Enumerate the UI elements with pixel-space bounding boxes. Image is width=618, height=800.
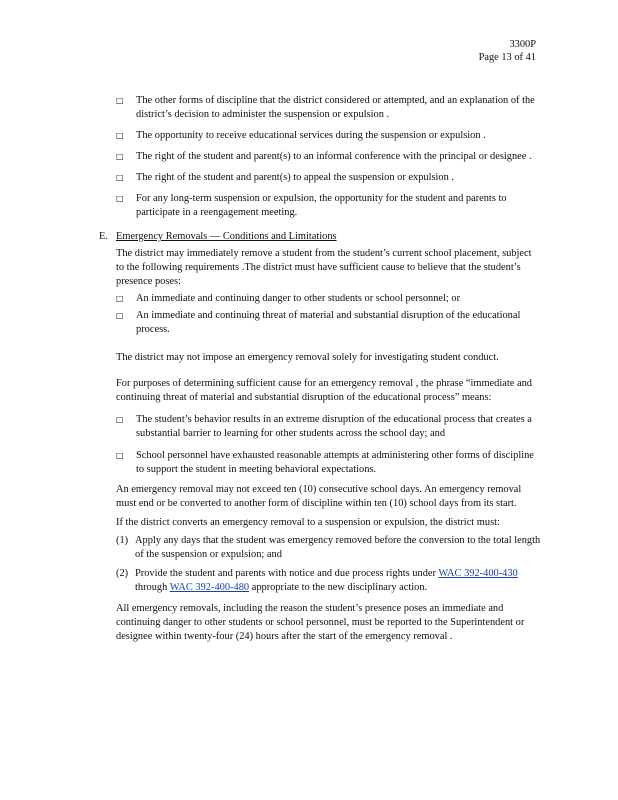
section-intro: The district may immediately remove a student from the student’s current school placement, subject to the following requirements .The district must have sufficient cause to believe that the student’s presence poses: bbox=[116, 248, 532, 287]
square-bullet-icon: □ bbox=[116, 415, 124, 424]
list-item-text: The right of the student and parent(s) to an informal conference with the principal or designee . bbox=[136, 151, 532, 162]
list-item bbox=[116, 171, 542, 185]
list-item bbox=[116, 129, 542, 143]
list-item-text: The student’s behavior results in an extreme disruption of the educational process that creates a substantial barrier to learning for other students across the school day; and bbox=[136, 414, 532, 439]
list-item bbox=[116, 192, 542, 220]
paragraph-converts: If the district converts an emergency removal to a suspension or expulsion, the district must: bbox=[116, 517, 500, 528]
item-text-mid: through bbox=[135, 582, 170, 593]
wac-link-430[interactable]: WAC 392-400-430 bbox=[438, 568, 518, 579]
list-item bbox=[116, 94, 542, 122]
square-bullet-icon: □ bbox=[116, 294, 124, 303]
list-item-text: School personnel have exhausted reasonable attempts at administering other forms of discipline to support the student in meeting behavioral expectations. bbox=[136, 450, 534, 475]
list-item-text: For any long-term suspension or expulsion, the opportunity for the student and parents to participate in a reengagement meeting. bbox=[136, 193, 507, 218]
item-text: Apply any days that the student was emergency removed before the conversion to the total length of the suspension or expulsion; and bbox=[135, 535, 541, 560]
numbered-item bbox=[116, 567, 542, 595]
page-content bbox=[99, 94, 542, 652]
list-item-text: The opportunity to receive educational services during the suspension or expulsion . bbox=[136, 130, 486, 141]
list-item bbox=[116, 150, 542, 164]
paragraph-purposes: For purposes of determining sufficient cause for an emergency removal , the phrase “immediate and continuing threat of material and substantial disruption of the educational process” means: bbox=[116, 378, 532, 403]
section-letter: E. bbox=[99, 231, 108, 242]
square-bullet-icon: □ bbox=[116, 311, 124, 320]
square-bullet-icon: □ bbox=[116, 451, 124, 460]
square-bullet-icon: □ bbox=[116, 131, 124, 140]
section-heading bbox=[99, 230, 542, 244]
square-bullet-icon: □ bbox=[116, 152, 124, 161]
item-number: (1) bbox=[116, 535, 129, 546]
section-title: Emergency Removals — Conditions and Limitations bbox=[116, 231, 337, 242]
list-item bbox=[116, 449, 542, 477]
numbered-item bbox=[116, 534, 542, 562]
square-bullet-icon: □ bbox=[116, 173, 124, 182]
item-number: (2) bbox=[116, 568, 129, 579]
list-item-text: The right of the student and parent(s) to appeal the suspension or expulsion . bbox=[136, 172, 454, 183]
policy-code: 3300P bbox=[509, 39, 536, 50]
page-header bbox=[479, 38, 536, 64]
list-item bbox=[116, 292, 542, 306]
list-item-text: The other forms of discipline that the district considered or attempted, and an explanation of the district’s decision to administer the suspension or expulsion . bbox=[136, 95, 535, 120]
page-number: Page 13 of 41 bbox=[478, 52, 536, 63]
item-text-before: Provide the student and parents with notice and due process rights under bbox=[135, 568, 439, 579]
paragraph-investigating: The district may not impose an emergency removal solely for investigating student conduct. bbox=[116, 352, 499, 363]
wac-link-480[interactable]: WAC 392-400-480 bbox=[169, 582, 250, 593]
list-item bbox=[116, 309, 542, 337]
list-item bbox=[116, 413, 542, 441]
item-text-after: appropriate to the new disciplinary action. bbox=[249, 582, 428, 593]
list-item-text: An immediate and continuing danger to other students or school personnel; or bbox=[136, 293, 461, 304]
square-bullet-icon: □ bbox=[116, 194, 124, 203]
paragraph-exceed: An emergency removal may not exceed ten (10) consecutive school days. An emergency removal must end or be converted to another form of discipline within ten (10) school days from its start. bbox=[116, 484, 522, 509]
square-bullet-icon: □ bbox=[116, 96, 124, 105]
paragraph-report: All emergency removals, including the reason the student’s presence poses an immediate and continuing danger to other students or school personnel, must be reported to the Superintendent or designee within twenty-four (24) hours after the start of the emergency removal . bbox=[116, 603, 525, 642]
list-item-text: An immediate and continuing threat of material and substantial disruption of the educational process. bbox=[136, 310, 521, 335]
